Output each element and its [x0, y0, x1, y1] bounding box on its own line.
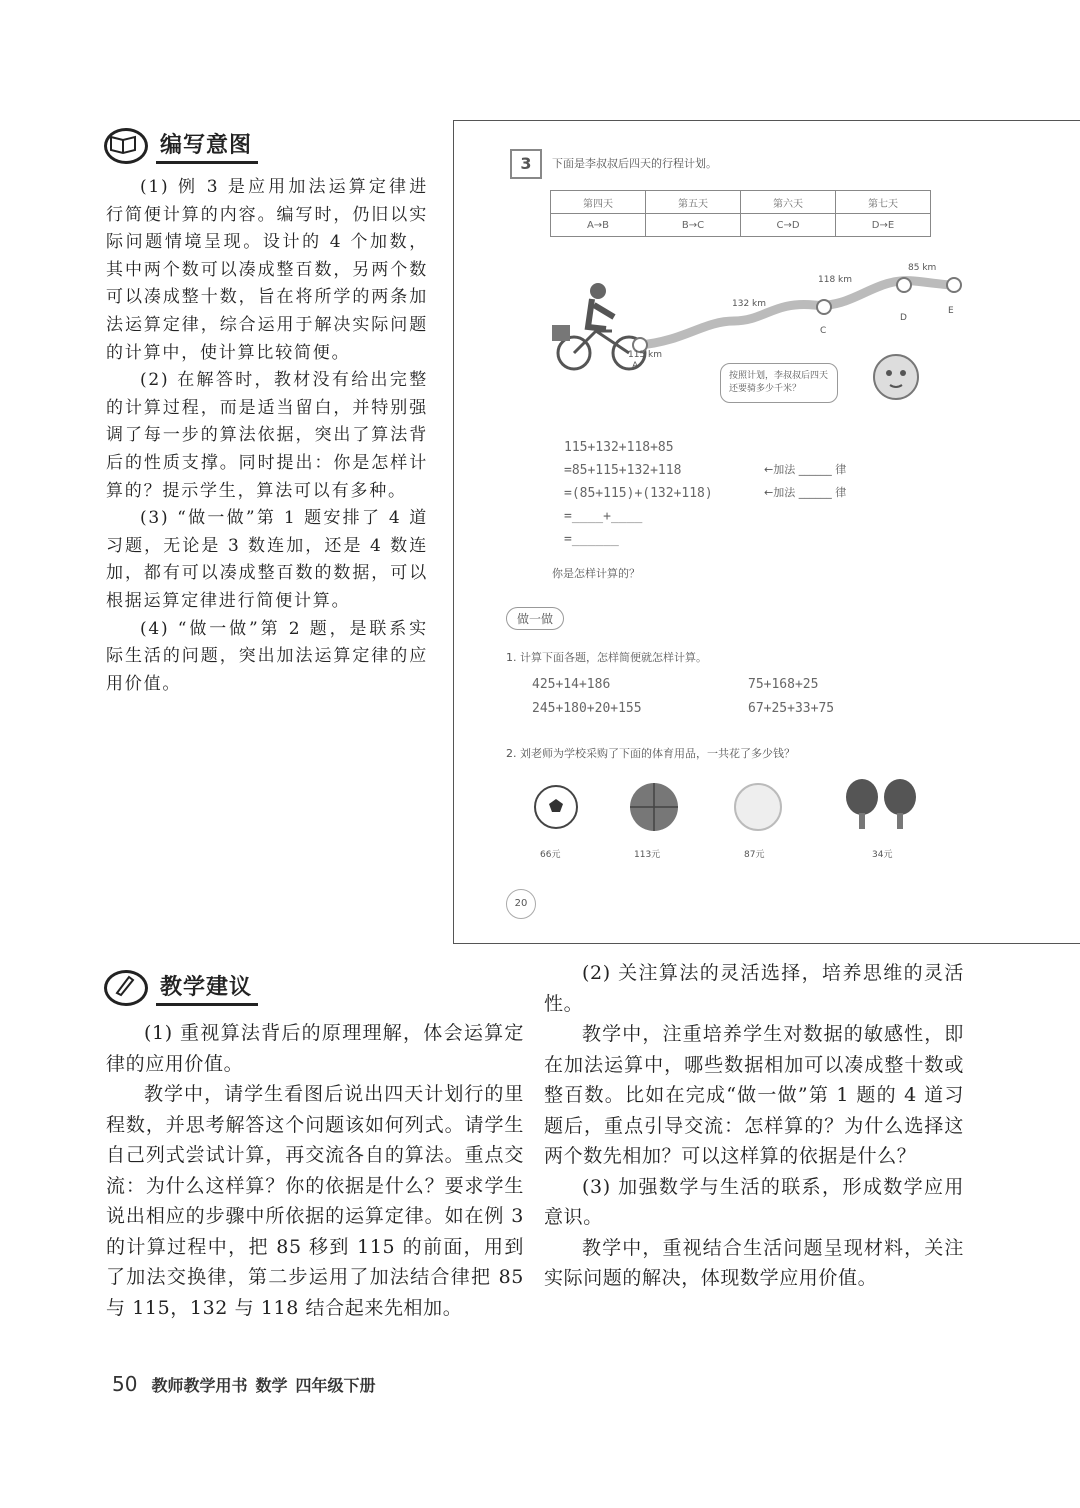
- practice-q1: 1. 计算下面各题，怎样简便就怎样计算。: [506, 651, 707, 664]
- price-label: 87元: [744, 850, 765, 860]
- exercise: 245+180+20+155: [532, 701, 642, 716]
- price-label: 113元: [634, 850, 661, 860]
- law-note: ←加法 ______ 律: [764, 486, 847, 499]
- example-prompt: 下面是李叔叔后四天的行程计划。: [552, 157, 717, 170]
- basketball-icon: [630, 783, 678, 831]
- calc-line: =(85+115)+(132+118): [564, 486, 713, 501]
- suggest-right-column: [544, 958, 964, 1294]
- intent-title: 编写意图: [156, 128, 258, 164]
- grade: 四年级下册: [295, 1376, 376, 1395]
- volleyball-icon: [735, 784, 781, 830]
- distance-label: 115 km: [628, 350, 663, 360]
- suggest-paragraph: 教学中，请学生看图后说出四天计划行的里程数，并思考解答这个问题该如何列式。请学生自己列式尝试计算，再交流各自的算法。重点交流：为什么这样算？你的依据是什么？要求学生说出相应的步骤中所依据的运算定律。如在例 3 的计算过程中，把 85 移到 115 的前面，用到了加法交换律，第二步运用了加法结合律把 85 与 115，132 与 118 结合起来先相加。: [106, 1083, 524, 1319]
- intent-paragraph: (4) “做一做”第 2 题，是联系实际生活的问题，突出加法运算定律的应用价值。: [106, 618, 428, 694]
- plan-table: [550, 190, 931, 237]
- book-title: 教师教学用书: [151, 1376, 248, 1395]
- pen-icon: [104, 970, 148, 1006]
- plan-route: C→D: [741, 214, 836, 237]
- intent-paragraph: (2) 在解答时，教材没有给出完整的计算过程，而是适当留白，并特别强调了每一步的算法依据，突出了算法背后的性质支撑。同时提出：你是怎样计算的？提示学生，算法可以有多种。: [106, 370, 428, 501]
- suggest-paragraph: 教学中，注重培养学生对数据的敏感性，即在加法运算中，哪些数据相加可以凑成整十数或整百数。比如在完成“做一做”第 1 题的 4 道习题后，重点引导交流：怎样算的？为什么选择这两个数先相加？可以这样算的依据是什么？: [544, 1023, 964, 1167]
- distance-label: 85 km: [908, 263, 937, 273]
- subject: 数学: [255, 1376, 288, 1395]
- practice-label: 做一做: [506, 607, 564, 630]
- mascot-icon: [864, 343, 928, 413]
- plan-header: 第四天: [551, 191, 646, 214]
- distance-label: 118 km: [818, 275, 853, 285]
- point-label: A: [632, 361, 639, 371]
- exercise: 67+25+33+75: [748, 701, 835, 716]
- suggest-title: 教学建议: [156, 970, 258, 1006]
- exercise: 425+14+186: [532, 677, 611, 692]
- example-number: 3: [510, 149, 542, 179]
- book-icon: [104, 128, 148, 164]
- calc-line: 115+132+118+85: [564, 440, 674, 455]
- intent-header: [104, 128, 258, 164]
- plan-header: 第五天: [646, 191, 741, 214]
- price-label: 66元: [540, 850, 561, 860]
- how-question: 你是怎样计算的？: [552, 567, 640, 580]
- speech-bubble: 按照计划，李叔叔后四天还要骑多少千米？: [720, 363, 838, 403]
- suggest-paragraph: (1) 重视算法背后的原理理解，体会运算定律的应用价值。: [106, 1022, 524, 1075]
- ping-pong-paddles-icon: [846, 779, 916, 829]
- calc-line: =______: [564, 532, 619, 547]
- practice-q2: 2. 刘老师为学校采购了下面的体育用品，一共花了多少钱？: [506, 747, 795, 760]
- suggest-paragraph: (2) 关注算法的灵活选择，培养思维的灵活性。: [544, 962, 964, 1015]
- page-number: 50: [112, 1372, 138, 1396]
- law-note: ←加法 ______ 律: [764, 463, 847, 476]
- plan-route: D→E: [836, 214, 931, 237]
- intent-paragraph: (3) “做一做”第 1 题安排了 4 道习题，无论是 3 数连加，还是 4 数连加，都有可以凑成整百数的数据，可以根据运算定律进行简便计算。: [106, 508, 428, 611]
- page-footer: [112, 1372, 376, 1396]
- exercise: 75+168+25: [748, 677, 819, 692]
- plan-header: 第七天: [836, 191, 931, 214]
- textbook-page-number: 20: [506, 889, 536, 919]
- suggest-header: [104, 970, 258, 1006]
- suggest-paragraph: (3) 加强数学与生活的联系，形成数学应用意识。: [544, 1175, 964, 1228]
- suggest-paragraph: 教学中，重视结合生活问题呈现材料，关注实际问题的解决，体现数学应用价值。: [544, 1236, 964, 1289]
- plan-route: B→C: [646, 214, 741, 237]
- point-label: D: [900, 313, 907, 323]
- point-label: E: [948, 306, 954, 316]
- price-label: 34元: [872, 850, 893, 860]
- calc-block: [564, 436, 713, 551]
- soccer-ball-icon: [535, 786, 577, 828]
- sports-items: [530, 777, 950, 837]
- textbook-page: [453, 120, 1080, 944]
- intent-body: [106, 174, 428, 698]
- plan-route: A→B: [551, 214, 646, 237]
- suggest-left-column: [106, 1018, 524, 1323]
- intent-paragraph: (1) 例 3 是应用加法运算定律进行简便计算的内容。编写时，仍旧以实际问题情境呈现。设计的 4 个加数，其中两个数可以凑成整百数，另两个数可以凑成整十数，旨在将所学的两条加法运算定律，综合运用于解决实际问题的计算中，使计算比较简便。: [106, 177, 428, 363]
- calc-line: =85+115+132+118: [564, 463, 682, 478]
- calc-line: =____+____: [564, 509, 643, 524]
- plan-header: 第六天: [741, 191, 836, 214]
- point-label: C: [820, 326, 827, 336]
- distance-label: 132 km: [732, 299, 767, 309]
